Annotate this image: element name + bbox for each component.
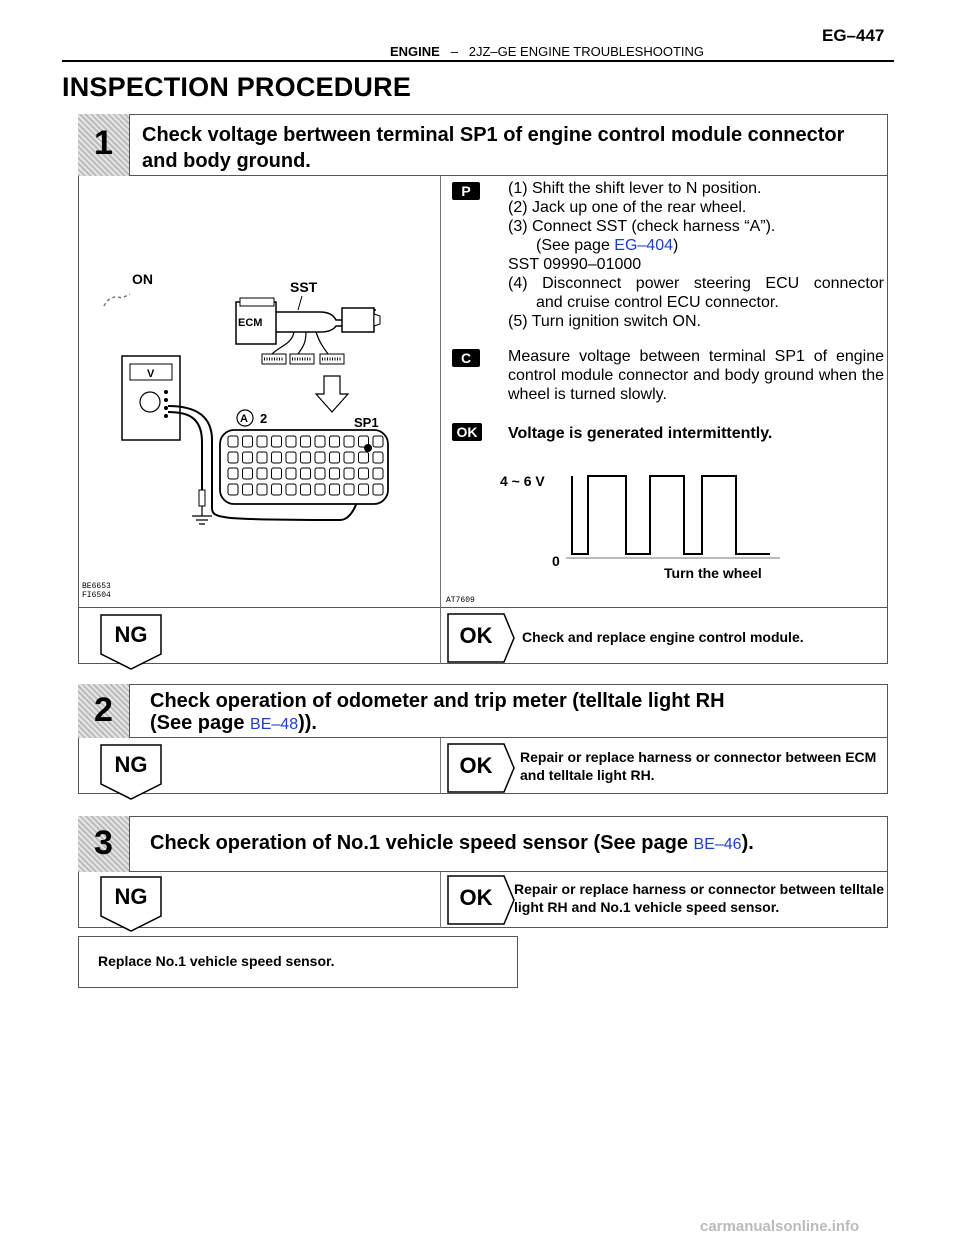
connector-pin — [359, 468, 369, 479]
connector-pin — [344, 452, 354, 463]
step2-result-divider — [440, 738, 441, 794]
step2-ng-label: NG — [114, 752, 148, 777]
step2-ok-result: Repair or replace harness or connector between ECM and telltale light RH. — [520, 749, 877, 783]
connector-pin — [257, 468, 267, 479]
connector-pin — [373, 436, 383, 447]
step3-ok-result: Repair or replace harness or connector between telltale light RH and No.1 vehicle speed sensor. — [514, 881, 884, 915]
sst-label: SST — [290, 279, 318, 295]
ecm-label: ECM — [238, 317, 263, 329]
connector-pin — [243, 468, 253, 479]
step3-result-divider — [440, 872, 441, 928]
connector-pin — [330, 436, 340, 447]
page-number: EG–447 — [822, 26, 885, 45]
connector-pin — [344, 468, 354, 479]
final-action-text: Replace No.1 vehicle speed sensor. — [98, 953, 335, 969]
step3-number-box — [78, 816, 130, 872]
connector-pin — [359, 484, 369, 495]
ok-standard: Voltage is generated intermittently. — [508, 425, 773, 442]
ecm-connector-icon — [236, 298, 276, 344]
connector-pin — [272, 468, 282, 479]
connector-pin — [330, 452, 340, 463]
step3-title: Check operation of No.1 vehicle speed sensor (See page BE–46). — [150, 832, 754, 854]
connector-pin — [286, 484, 296, 495]
step3-ng-label: NG — [114, 884, 148, 909]
connector-a-label: A — [240, 413, 248, 425]
step1-ok-result: Check and replace engine control module. — [522, 629, 804, 645]
connector-pin — [272, 484, 282, 495]
connector-pin — [373, 452, 383, 463]
waveform-trace — [572, 476, 770, 554]
link-eg-404[interactable]: EG–404 — [614, 237, 673, 254]
down-arrow-icon — [316, 376, 348, 412]
link-be-46[interactable]: BE–46 — [693, 836, 742, 853]
connector-pin — [330, 484, 340, 495]
voltage-waveform — [440, 458, 886, 606]
header-section: ENGINE — [390, 44, 440, 59]
page-title: INSPECTION PROCEDURE — [62, 72, 412, 102]
step2-number-box — [78, 684, 130, 738]
waveform-ref: AT7609 — [446, 596, 475, 605]
connector-pin — [286, 452, 296, 463]
connector-pin — [243, 436, 253, 447]
connector-pin — [228, 484, 238, 495]
header-subtitle: 2JZ–GE ENGINE TROUBLESHOOTING — [468, 44, 705, 59]
check-badge: C — [452, 349, 480, 367]
step1-ok-label: OK — [459, 623, 493, 648]
connector-pin — [286, 468, 296, 479]
connector-pin — [272, 436, 282, 447]
diagram-ref-1: BE6653 — [82, 582, 111, 591]
connector-pin — [272, 452, 282, 463]
connector-pin — [301, 436, 311, 447]
connector-pin — [359, 452, 369, 463]
connector-a-number: 2 — [260, 411, 268, 426]
waveform-y-high: 4 ~ 6 V — [500, 473, 545, 489]
connector-pin — [344, 436, 354, 447]
step1-ng-label: NG — [114, 622, 148, 647]
wiring-diagram — [80, 180, 438, 606]
connector-pin — [315, 468, 325, 479]
ecm-terminal-connector-icon — [220, 410, 388, 504]
connector-pin — [315, 452, 325, 463]
header-rule — [62, 60, 894, 62]
connector-pin — [301, 484, 311, 495]
waveform-y-zero: 0 — [552, 553, 560, 569]
connector-pin — [344, 484, 354, 495]
connector-pin — [257, 484, 267, 495]
connector-pin — [286, 436, 296, 447]
connector-pin — [243, 452, 253, 463]
sp1-label: SP1 — [354, 415, 379, 430]
waveform-x-label: Turn the wheel — [664, 565, 762, 581]
connector-pin — [301, 468, 311, 479]
prep-badge: P — [452, 182, 480, 200]
connector-pin — [228, 436, 238, 447]
connector-pin — [228, 452, 238, 463]
step3-number: 3 — [94, 824, 113, 862]
running-header — [390, 44, 704, 59]
connector-pin — [243, 484, 253, 495]
link-be-48[interactable]: BE–48 — [250, 716, 299, 733]
step2-number: 2 — [94, 691, 113, 729]
step1-number: 1 — [94, 124, 113, 162]
voltmeter-v-label: V — [147, 368, 155, 380]
step1-title: Check voltage bertween terminal SP1 of engine control module connector and body ground. — [142, 124, 845, 172]
step1-result-divider — [440, 608, 441, 664]
sst-harness-icon — [262, 308, 380, 364]
prep-instructions: (1) Shift the shift lever to N position. (2) Jack up one of the rear wheel. (3) Connect SST (check harness “A”). (See page EG–404) SST 09990–01000 (4) Disconnect power steering ECU connector and cruise control ECU connector. (5) Turn ignition switch ON. — [508, 180, 884, 330]
ignition-on-label: ON — [132, 271, 153, 287]
ignition-key-icon — [104, 294, 130, 306]
connector-pin — [315, 436, 325, 447]
ok-badge: OK — [452, 423, 482, 441]
connector-pin — [228, 468, 238, 479]
watermark: carmanualsonline.info — [700, 1218, 860, 1235]
step2-title: Check operation of odometer and trip meter (telltale light RH (See page BE–48)). — [150, 690, 725, 734]
check-instructions: Measure voltage between terminal SP1 of engine control module connector and body ground when the wheel is turned slowly. — [508, 348, 884, 403]
connector-pin — [373, 484, 383, 495]
connector-pin — [257, 436, 267, 447]
diagram-ref-2: FI6504 — [82, 591, 111, 600]
connector-pin — [257, 452, 267, 463]
header-separator: – — [450, 44, 458, 59]
connector-pin — [373, 468, 383, 479]
step2-ok-label: OK — [459, 753, 493, 778]
step1-number-box — [78, 114, 130, 176]
step3-ok-label: OK — [459, 885, 493, 910]
connector-pin — [315, 484, 325, 495]
connector-pin — [330, 468, 340, 479]
connector-pin — [301, 452, 311, 463]
